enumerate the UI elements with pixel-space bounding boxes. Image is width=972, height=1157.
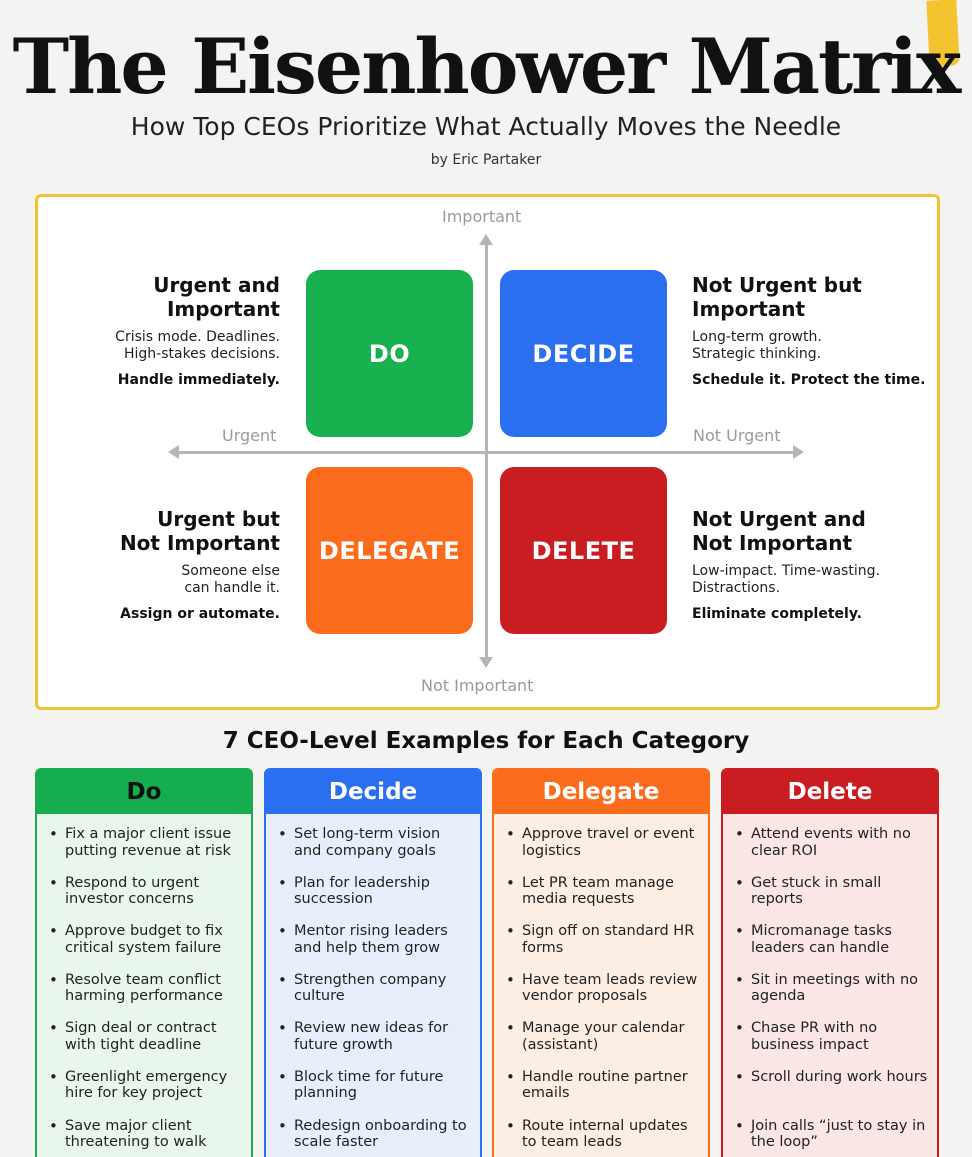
examples-column-do-title: Do xyxy=(126,779,162,805)
quadrant-delete-description xyxy=(692,507,932,623)
quadrant-delegate xyxy=(306,467,473,634)
quadrant-decide xyxy=(500,270,667,437)
quadrant-delete-desc-line1: Low-impact. Time-wasting. xyxy=(692,563,880,579)
list-item: • Greenlight emergency hire for key project xyxy=(47,1069,243,1118)
list-item: • Route internal updates to team leads xyxy=(504,1118,700,1157)
quadrant-delete-desc-line2: Distractions. xyxy=(692,580,781,596)
examples-delete-list xyxy=(723,814,937,1157)
list-item: • Block time for future planning xyxy=(276,1069,472,1118)
page-subtitle: How Top CEOs Prioritize What Actually Moves the Needle xyxy=(130,112,842,141)
examples-column-decide-header xyxy=(266,770,480,814)
examples-column-delete xyxy=(721,768,939,1157)
list-item: • Sit in meetings with no agenda xyxy=(733,972,929,1021)
list-item: • Save major client threatening to walk xyxy=(47,1118,243,1157)
quadrant-decide-desc-line2: Strategic thinking. xyxy=(692,346,822,362)
quadrant-do xyxy=(306,270,473,437)
examples-column-decide xyxy=(264,768,482,1157)
examples-column-delegate xyxy=(492,768,710,1157)
list-item: • Get stuck in small reports xyxy=(733,875,929,924)
quadrant-delete xyxy=(500,467,667,634)
list-item: • Plan for leadership succession xyxy=(276,875,472,924)
quadrant-decide-label: DECIDE xyxy=(532,339,635,368)
axis-label-not-urgent: Not Urgent xyxy=(693,426,781,445)
quadrant-delegate-action: Assign or automate. xyxy=(120,606,280,622)
examples-column-do-header xyxy=(37,770,251,814)
page-title: The Eisenhower Matrix xyxy=(12,22,960,111)
list-item: • Approve budget to fix critical system failure xyxy=(47,923,243,972)
quadrant-decide-title-line2: Important xyxy=(692,297,806,321)
examples-decide-list xyxy=(266,814,480,1157)
list-item: • Mentor rising leaders and help them grow xyxy=(276,923,472,972)
axis-label-not-important: Not Important xyxy=(421,676,534,695)
quadrant-do-desc-line2: High-stakes decisions. xyxy=(123,346,280,362)
horizontal-axis-arrow xyxy=(176,451,796,454)
quadrant-delegate-desc-line2: can handle it. xyxy=(184,580,280,596)
byline: by Eric Partaker xyxy=(430,152,542,168)
quadrant-decide-description xyxy=(692,273,932,389)
list-item: • Attend events with no clear ROI xyxy=(733,826,929,875)
examples-column-do xyxy=(35,768,253,1157)
axis-label-urgent: Urgent xyxy=(222,426,277,445)
list-item: • Review new ideas for future growth xyxy=(276,1020,472,1069)
examples-column-delete-title: Delete xyxy=(787,779,873,805)
list-item: • Handle routine partner emails xyxy=(504,1069,700,1118)
list-item: • Micromanage tasks leaders can handle xyxy=(733,923,929,972)
list-item: • Have team leads review vendor proposals xyxy=(504,972,700,1021)
quadrant-decide-desc-line1: Long-term growth. xyxy=(692,329,822,345)
quadrant-do-action: Handle immediately. xyxy=(117,372,280,388)
quadrant-delete-action: Eliminate completely. xyxy=(692,606,862,622)
list-item: • Let PR team manage media requests xyxy=(504,875,700,924)
list-item: • Fix a major client issue putting revenue at risk xyxy=(47,826,243,875)
quadrant-delegate-description xyxy=(80,507,280,623)
list-item: • Join calls “just to stay in the loop” xyxy=(733,1118,929,1157)
list-item: • Resolve team conflict harming performance xyxy=(47,972,243,1021)
quadrant-delete-title-line2: Not Important xyxy=(692,531,853,555)
list-item: • Chase PR with no business impact xyxy=(733,1020,929,1069)
examples-delegate-list xyxy=(494,814,708,1157)
list-item: • Redesign onboarding to scale faster xyxy=(276,1118,472,1157)
examples-column-delete-header xyxy=(723,770,937,814)
quadrant-delegate-label: DELEGATE xyxy=(318,536,461,565)
quadrant-do-title-line1: Urgent and xyxy=(153,273,280,297)
quadrant-delete-label: DELETE xyxy=(531,536,636,565)
quadrant-do-desc-line1: Crisis mode. Deadlines. xyxy=(115,329,280,345)
list-item: • Scroll during work hours xyxy=(733,1069,929,1118)
examples-column-delegate-title: Delegate xyxy=(542,779,660,805)
list-item: • Set long-term vision and company goals xyxy=(276,826,472,875)
examples-column-delegate-header xyxy=(494,770,708,814)
examples-do-list xyxy=(37,814,251,1157)
list-item: • Sign deal or contract with tight deadline xyxy=(47,1020,243,1069)
quadrant-do-label: DO xyxy=(368,339,411,368)
list-item: • Approve travel or event logistics xyxy=(504,826,700,875)
list-item: • Strengthen company culture xyxy=(276,972,472,1021)
list-item: • Sign off on standard HR forms xyxy=(504,923,700,972)
quadrant-decide-action: Schedule it. Protect the time. xyxy=(692,372,926,388)
quadrant-decide-title-line1: Not Urgent but xyxy=(692,273,862,297)
examples-column-decide-title: Decide xyxy=(328,779,418,805)
examples-title: 7 CEO-Level Examples for Each Category xyxy=(222,728,750,754)
quadrant-delegate-title-line2: Not Important xyxy=(119,531,280,555)
quadrant-delegate-title-line1: Urgent but xyxy=(157,507,280,531)
quadrant-do-description xyxy=(80,273,280,389)
quadrant-do-title-line2: Important xyxy=(166,297,280,321)
quadrant-delegate-desc-line1: Someone else xyxy=(181,563,280,579)
list-item: • Respond to urgent investor concerns xyxy=(47,875,243,924)
axis-label-important: Important xyxy=(442,207,522,226)
quadrant-delete-title-line1: Not Urgent and xyxy=(692,507,866,531)
list-item: • Manage your calendar (assistant) xyxy=(504,1020,700,1069)
